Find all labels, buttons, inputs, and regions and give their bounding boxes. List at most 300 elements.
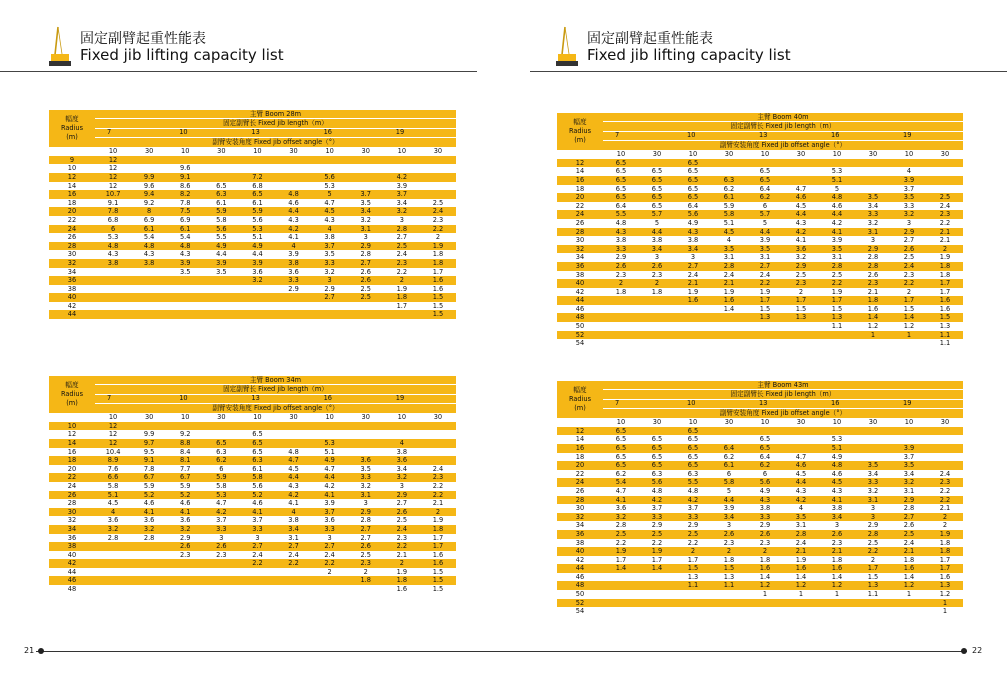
capacity-cell: 1 <box>819 590 855 599</box>
capacity-cell: 2.1 <box>675 279 711 288</box>
capacity-cell: 1.8 <box>927 547 963 556</box>
capacity-cell: 2 <box>711 547 747 556</box>
capacity-cell: 2.1 <box>783 547 819 556</box>
capacity-cell <box>783 339 819 348</box>
capacity-cell: 5.2 <box>239 491 275 500</box>
radius-value: 30 <box>49 250 95 259</box>
capacity-cell <box>384 430 420 439</box>
capacity-cell: 4.9 <box>203 242 239 251</box>
capacity-cell <box>603 296 639 305</box>
capacity-cell: 2.8 <box>348 250 384 259</box>
capacity-cell: 3.1 <box>275 534 311 543</box>
capacity-cell: 2.8 <box>131 534 167 543</box>
capacity-cell: 10.4 <box>95 448 131 457</box>
radius-value: 44 <box>49 310 95 319</box>
capacity-cell <box>855 167 891 176</box>
capacity-cell: 2.9 <box>855 245 891 254</box>
capacity-cell <box>783 331 819 340</box>
capacity-cell: 6.6 <box>95 473 131 482</box>
capacity-cell: 5.3 <box>312 182 348 191</box>
radius-header-line: Radius <box>568 395 592 404</box>
capacity-cell: 3.3 <box>603 245 639 254</box>
capacity-cell: 1.6 <box>927 573 963 582</box>
capacity-cell: 5.3 <box>312 439 348 448</box>
capacity-cell <box>420 430 456 439</box>
capacity-cell: 1.9 <box>675 288 711 297</box>
capacity-cell: 2.6 <box>348 542 384 551</box>
capacity-cell <box>348 156 384 165</box>
capacity-cell: 3.6 <box>312 516 348 525</box>
capacity-cell: 1.7 <box>855 564 891 573</box>
capacity-cell <box>275 585 311 594</box>
capacity-cell: 6.1 <box>239 465 275 474</box>
capacity-cell <box>167 559 203 568</box>
capacity-cell: 4.4 <box>639 228 675 237</box>
capacity-cell: 1.8 <box>384 293 420 302</box>
capacity-cell <box>891 607 927 616</box>
capacity-cell: 3.6 <box>783 245 819 254</box>
capacity-cell <box>639 590 675 599</box>
capacity-cell: 2.6 <box>711 530 747 539</box>
capacity-cell <box>639 607 675 616</box>
capacity-cell: 6.4 <box>711 444 747 453</box>
capacity-cell: 3.4 <box>711 513 747 522</box>
capacity-cell: 6 <box>711 470 747 479</box>
capacity-cell <box>348 439 384 448</box>
capacity-cell: 5.1 <box>239 233 275 242</box>
radius-header-line: 幅度 <box>573 386 587 395</box>
capacity-cell <box>239 293 275 302</box>
capacity-cell: 5.8 <box>711 478 747 487</box>
capacity-cell: 4.5 <box>275 465 311 474</box>
capacity-cell: 2.5 <box>348 285 384 294</box>
offset-angle-value: 10 <box>312 413 348 422</box>
capacity-cell <box>384 164 420 173</box>
capacity-cell: 3.7 <box>384 190 420 199</box>
capacity-cell <box>203 302 239 311</box>
radius-value: 38 <box>49 285 95 294</box>
capacity-cell: 4.6 <box>783 193 819 202</box>
page-number-right: 22 <box>972 646 983 655</box>
capacity-cell: 2 <box>639 279 675 288</box>
capacity-cell <box>420 439 456 448</box>
capacity-cell: 6.5 <box>675 461 711 470</box>
capacity-cell: 6.9 <box>167 216 203 225</box>
capacity-cell <box>203 430 239 439</box>
capacity-cell: 1.8 <box>711 556 747 565</box>
capacity-cell <box>819 607 855 616</box>
capacity-cell <box>927 185 963 194</box>
capacity-cell: 4.8 <box>819 461 855 470</box>
capacity-cell <box>891 427 927 436</box>
capacity-cell <box>927 427 963 436</box>
crane-icon <box>555 24 583 68</box>
capacity-cell: 5.9 <box>239 207 275 216</box>
capacity-cell: 5.3 <box>95 233 131 242</box>
capacity-cell: 1.1 <box>855 590 891 599</box>
radius-value: 18 <box>49 456 95 465</box>
radius-value: 26 <box>49 491 95 500</box>
capacity-cell: 3.3 <box>891 202 927 211</box>
capacity-cell: 6.5 <box>603 159 639 168</box>
capacity-cell: 3.7 <box>891 185 927 194</box>
radius-value: 14 <box>557 435 603 444</box>
capacity-cell <box>131 551 167 560</box>
capacity-cell: 3.5 <box>819 245 855 254</box>
capacity-cell <box>203 164 239 173</box>
angle-row-spacer <box>557 150 603 159</box>
capacity-cell: 4.2 <box>675 496 711 505</box>
radius-value: 20 <box>557 193 603 202</box>
capacity-cell: 3 <box>203 534 239 543</box>
capacity-cell <box>675 313 711 322</box>
capacity-cell: 6.5 <box>603 193 639 202</box>
capacity-cell: 2.8 <box>783 530 819 539</box>
capacity-cell: 7.8 <box>167 199 203 208</box>
capacity-cell <box>239 164 275 173</box>
capacity-cell: 2.6 <box>603 262 639 271</box>
radius-value: 40 <box>557 279 603 288</box>
capacity-cell: 6.5 <box>603 435 639 444</box>
capacity-cell: 2.4 <box>711 271 747 280</box>
capacity-cell: 1 <box>783 590 819 599</box>
capacity-cell: 2.7 <box>275 542 311 551</box>
capacity-cell: 1.6 <box>675 296 711 305</box>
capacity-cell: 2 <box>927 245 963 254</box>
capacity-cell: 5.1 <box>312 448 348 457</box>
radius-value: 20 <box>49 465 95 474</box>
capacity-cell: 2.2 <box>927 219 963 228</box>
capacity-cell: 2.2 <box>420 482 456 491</box>
capacity-cell: 3.2 <box>384 473 420 482</box>
capacity-cell: 2.5 <box>384 242 420 251</box>
capacity-cell <box>384 310 420 319</box>
radius-value: 24 <box>557 478 603 487</box>
capacity-cell: 3.1 <box>819 253 855 262</box>
capacity-cell: 9.5 <box>131 448 167 457</box>
capacity-cell: 3.5 <box>348 465 384 474</box>
capacity-cell: 6.2 <box>711 453 747 462</box>
capacity-cell: 4.4 <box>819 210 855 219</box>
capacity-cell: 3.6 <box>603 504 639 513</box>
capacity-cell: 12 <box>95 422 131 431</box>
jib-length-header: 固定副臂长 Fixed jib length（m） <box>603 390 963 399</box>
capacity-cell: 3.5 <box>855 193 891 202</box>
capacity-cell: 4.6 <box>275 199 311 208</box>
jib-length-value: 16 <box>819 132 891 141</box>
capacity-cell: 5.1 <box>819 176 855 185</box>
capacity-cell <box>783 159 819 168</box>
capacity-cell <box>167 310 203 319</box>
capacity-cell: 4.2 <box>384 173 420 182</box>
capacity-cell <box>855 444 891 453</box>
capacity-cell: 1.3 <box>675 573 711 582</box>
radius-header-line: (m) <box>66 133 78 142</box>
capacity-cell: 2.4 <box>747 271 783 280</box>
capacity-cell: 2.1 <box>819 547 855 556</box>
radius-value: 34 <box>49 525 95 534</box>
offset-angle-value: 10 <box>747 150 783 159</box>
capacity-cell <box>203 285 239 294</box>
capacity-cell: 2.2 <box>275 559 311 568</box>
offset-angle-value: 30 <box>275 147 311 156</box>
offset-angle-value: 30 <box>275 413 311 422</box>
radius-value: 52 <box>557 599 603 608</box>
capacity-cell: 4.7 <box>275 456 311 465</box>
capacity-cell: 3.7 <box>239 516 275 525</box>
capacity-cell <box>275 439 311 448</box>
capacity-cell <box>420 448 456 457</box>
capacity-cell: 1.6 <box>783 564 819 573</box>
capacity-cell: 6.4 <box>675 202 711 211</box>
page-title-cn: 固定副臂起重性能表 <box>587 31 713 47</box>
capacity-cell: 8.4 <box>167 448 203 457</box>
angle-row-spacer <box>49 413 95 422</box>
capacity-cell: 6.5 <box>639 167 675 176</box>
capacity-cell: 9.9 <box>131 430 167 439</box>
capacity-cell: 1.8 <box>603 288 639 297</box>
capacity-cell: 4.1 <box>312 491 348 500</box>
capacity-cell: 6.5 <box>639 435 675 444</box>
radius-value: 46 <box>557 573 603 582</box>
capacity-cell: 1 <box>891 331 927 340</box>
capacity-cell: 3 <box>891 219 927 228</box>
jib-length-header: 固定副臂长 Fixed jib length（m） <box>603 122 963 131</box>
radius-value: 38 <box>557 271 603 280</box>
radius-value: 44 <box>557 564 603 573</box>
capacity-cell: 1.8 <box>855 296 891 305</box>
capacity-cell: 1.3 <box>783 313 819 322</box>
radius-value: 14 <box>49 439 95 448</box>
capacity-cell: 6.5 <box>639 444 675 453</box>
capacity-cell: 6 <box>747 470 783 479</box>
capacity-cell: 2.1 <box>711 279 747 288</box>
capacity-cell: 6.5 <box>675 176 711 185</box>
capacity-cell <box>927 167 963 176</box>
capacity-cell: 2.6 <box>203 542 239 551</box>
capacity-cell: 5.6 <box>239 482 275 491</box>
capacity-cell: 4.3 <box>747 496 783 505</box>
radius-value: 50 <box>557 590 603 599</box>
capacity-cell: 3.5 <box>711 245 747 254</box>
capacity-cell: 3.2 <box>783 253 819 262</box>
capacity-cell: 2.7 <box>384 233 420 242</box>
capacity-cell: 3 <box>312 534 348 543</box>
capacity-cell: 3.3 <box>312 525 348 534</box>
radius-header <box>557 381 603 418</box>
radius-header-line: (m) <box>574 404 586 413</box>
capacity-cell: 1.7 <box>927 279 963 288</box>
capacity-cell: 1.2 <box>855 322 891 331</box>
capacity-cell: 1 <box>927 607 963 616</box>
capacity-cell: 1.8 <box>927 262 963 271</box>
capacity-cell: 3.6 <box>384 456 420 465</box>
radius-value: 30 <box>557 504 603 513</box>
capacity-cell: 3 <box>639 253 675 262</box>
radius-value: 32 <box>557 513 603 522</box>
boom-length-header: 主臂 Boom 34m <box>95 376 456 385</box>
capacity-cell: 3.6 <box>95 516 131 525</box>
capacity-cell <box>348 164 384 173</box>
capacity-cell: 1.9 <box>639 547 675 556</box>
capacity-cell <box>711 313 747 322</box>
capacity-cell <box>312 422 348 431</box>
capacity-cell: 2 <box>747 547 783 556</box>
capacity-cell <box>603 313 639 322</box>
capacity-cell: 2.9 <box>348 242 384 251</box>
capacity-cell: 2.2 <box>384 268 420 277</box>
capacity-cell <box>639 573 675 582</box>
capacity-cell <box>891 159 927 168</box>
capacity-cell: 2.5 <box>348 293 384 302</box>
radius-value: 54 <box>557 607 603 616</box>
capacity-cell: 1.5 <box>420 576 456 585</box>
capacity-cell: 4.3 <box>95 250 131 259</box>
radius-value: 46 <box>557 305 603 314</box>
capacity-cell: 6.5 <box>239 430 275 439</box>
offset-angle-value: 10 <box>891 150 927 159</box>
jib-length-value: 10 <box>167 129 239 138</box>
capacity-cell <box>239 302 275 311</box>
capacity-cell <box>275 576 311 585</box>
capacity-cell: 12 <box>95 430 131 439</box>
capacity-cell: 2.6 <box>348 276 384 285</box>
capacity-cell: 9.2 <box>131 199 167 208</box>
radius-value: 28 <box>557 228 603 237</box>
capacity-cell: 6.1 <box>711 193 747 202</box>
capacity-cell <box>131 285 167 294</box>
capacity-cell: 2.7 <box>348 525 384 534</box>
capacity-cell: 5.3 <box>819 435 855 444</box>
capacity-cell <box>239 585 275 594</box>
capacity-cell: 2.9 <box>603 253 639 262</box>
capacity-cell: 5.2 <box>131 491 167 500</box>
radius-value: 54 <box>557 339 603 348</box>
capacity-cell <box>203 568 239 577</box>
capacity-cell <box>675 322 711 331</box>
capacity-cell: 4.3 <box>783 487 819 496</box>
capacity-cell <box>312 156 348 165</box>
capacity-cell: 5 <box>312 190 348 199</box>
radius-value: 16 <box>557 176 603 185</box>
capacity-cell: 1.6 <box>747 564 783 573</box>
capacity-cell: 6.3 <box>711 176 747 185</box>
capacity-cell: 6.2 <box>203 456 239 465</box>
capacity-cell: 2.2 <box>675 539 711 548</box>
radius-value: 50 <box>557 322 603 331</box>
jib-length-header: 固定副臂长 Fixed jib length（m） <box>95 119 456 128</box>
radius-value: 48 <box>557 581 603 590</box>
capacity-cell: 2 <box>783 288 819 297</box>
capacity-cell <box>927 159 963 168</box>
capacity-cell: 4.9 <box>312 456 348 465</box>
radius-value: 30 <box>557 236 603 245</box>
capacity-cell: 1.7 <box>927 564 963 573</box>
capacity-cell: 2.6 <box>384 508 420 517</box>
capacity-cell: 8.9 <box>95 456 131 465</box>
capacity-cell: 2 <box>927 513 963 522</box>
capacity-cell: 3.3 <box>747 513 783 522</box>
offset-angle-value: 30 <box>131 413 167 422</box>
capacity-cell <box>95 551 131 560</box>
capacity-cell: 4.1 <box>819 228 855 237</box>
jib-length-value: 10 <box>167 395 239 404</box>
capacity-cell: 6.9 <box>131 216 167 225</box>
capacity-cell: 6.5 <box>639 176 675 185</box>
capacity-cell: 1.5 <box>420 310 456 319</box>
capacity-cell: 2.1 <box>927 504 963 513</box>
capacity-cell: 2.1 <box>384 551 420 560</box>
capacity-cell <box>95 542 131 551</box>
capacity-cell: 1.1 <box>927 331 963 340</box>
capacity-cell <box>819 159 855 168</box>
capacity-cell: 2.2 <box>927 487 963 496</box>
capacity-cell <box>420 456 456 465</box>
capacity-cell <box>167 576 203 585</box>
capacity-cell: 1.5 <box>675 564 711 573</box>
capacity-cell: 4.8 <box>95 242 131 251</box>
capacity-cell: 1.9 <box>711 288 747 297</box>
offset-angle-value: 10 <box>891 418 927 427</box>
capacity-cell: 1.2 <box>891 581 927 590</box>
capacity-cell: 2.5 <box>927 193 963 202</box>
capacity-cell <box>855 185 891 194</box>
capacity-cell: 6.5 <box>675 435 711 444</box>
offset-angle-value: 10 <box>95 413 131 422</box>
capacity-cell: 6.5 <box>239 190 275 199</box>
capacity-cell <box>711 435 747 444</box>
capacity-cell: 4.5 <box>711 228 747 237</box>
capacity-cell: 4.8 <box>603 219 639 228</box>
capacity-cell: 4.7 <box>783 185 819 194</box>
capacity-cell <box>239 576 275 585</box>
radius-value: 42 <box>49 559 95 568</box>
capacity-cell: 1.8 <box>927 539 963 548</box>
capacity-cell: 1.7 <box>819 296 855 305</box>
capacity-cell: 4.8 <box>275 448 311 457</box>
capacity-cell: 9.1 <box>167 173 203 182</box>
capacity-cell: 1.3 <box>927 322 963 331</box>
radius-value: 36 <box>49 276 95 285</box>
capacity-table-boom-28m <box>49 110 456 319</box>
capacity-cell: 2.3 <box>203 551 239 560</box>
capacity-cell: 5 <box>819 185 855 194</box>
capacity-cell: 3.4 <box>675 245 711 254</box>
capacity-cell: 1.8 <box>420 259 456 268</box>
capacity-cell: 1.6 <box>711 296 747 305</box>
capacity-cell: 4.4 <box>747 228 783 237</box>
capacity-cell: 4.2 <box>275 225 311 234</box>
capacity-cell <box>927 461 963 470</box>
capacity-cell: 3 <box>855 504 891 513</box>
radius-value: 44 <box>557 296 603 305</box>
offset-angle-value: 30 <box>711 418 747 427</box>
capacity-cell <box>203 576 239 585</box>
radius-header <box>557 113 603 150</box>
jib-length-value: 7 <box>95 395 167 404</box>
capacity-cell: 2 <box>348 568 384 577</box>
capacity-cell: 4.2 <box>312 482 348 491</box>
capacity-cell: 1.9 <box>420 516 456 525</box>
boom-length-header: 主臂 Boom 43m <box>603 381 963 390</box>
jib-length-value: 13 <box>747 132 819 141</box>
capacity-cell <box>131 568 167 577</box>
capacity-cell: 2.6 <box>639 262 675 271</box>
radius-value: 24 <box>557 210 603 219</box>
capacity-cell <box>312 576 348 585</box>
capacity-cell: 3.1 <box>747 253 783 262</box>
capacity-cell <box>420 182 456 191</box>
